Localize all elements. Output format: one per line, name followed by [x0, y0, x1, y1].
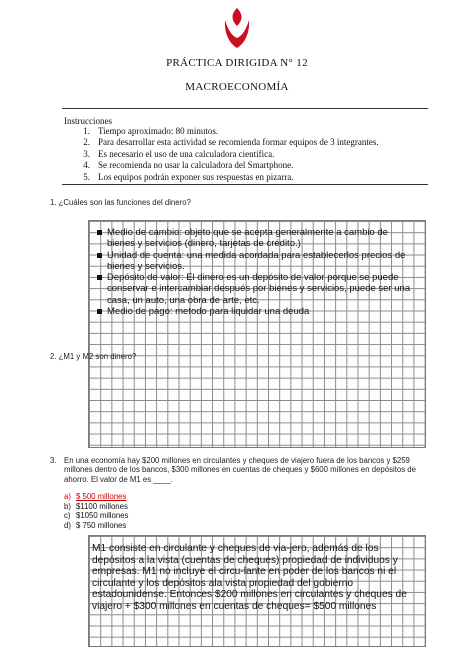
question-3-options [64, 492, 128, 530]
question-1-label: 1. ¿Cuáles son las funciones del dinero? [50, 198, 191, 207]
instructions-heading: Instrucciones [64, 116, 112, 126]
question-3-number: 3. [50, 456, 57, 465]
divider [62, 184, 428, 185]
answer-1-item: Medio de pago: metodo para liquidar una deuda [97, 306, 415, 317]
instruction-item: 3. Es necesario el uso de una calculadora científica. [83, 148, 275, 159]
instruction-item: 5. Los equipos podrán exponer sus respuestas en pizarra. [83, 171, 294, 182]
answer-1-item: Unidad de cuenta: una medida acordada para establecerlos precios de bienes y servicios. [97, 250, 415, 273]
page-subtitle: MACROECONOMÍA [185, 81, 289, 93]
answer-1-text [97, 227, 415, 317]
answer-1-item: Depósito de valor: El dinero es un depósito de valor porque se puede conservar e intercambiar después por bienes y servicios, puede ser una casa, un auto, una obra de arte, etc. [97, 272, 415, 306]
question-2-label: 2. ¿M1 y M2 son dinero? [50, 352, 137, 361]
university-logo-icon [222, 6, 252, 50]
option-d[interactable]: d) $ 750 millones [64, 520, 127, 530]
instruction-item: 4. Se recomienda no usar la calculadora del Smartphone. [83, 160, 294, 171]
question-3-text: En una economía hay $200 millones en circulantes y cheques de viajero fuera de los bancos y $259 millones dentro de los bancos, $300 millones en cuentas de cheques y $600 millones en depósitos de ahorro. El valor de M1 es ____. [64, 456, 416, 484]
option-b[interactable]: b) $1100 millones [64, 501, 128, 511]
option-a-selected[interactable]: a) $ 500 millones [64, 492, 127, 501]
instruction-item: 1. Tiempo aproximado: 80 minutos. [83, 126, 219, 136]
answer-3-text: M1 consiste en circulante y cheques de via-jero, además de los depósitos a la vista (cuentas de cheques) propiedad de individuos y empresas. M1 no incluye el circu-lante en poder de los bancos ni el circulante y los depósitos ala vista propiedad del gobierno estadounidense. Entonces $200 millones en circulantes y cheques de viajero + $300 millones en cuentas de cheques= $500 millones [92, 543, 407, 612]
option-c[interactable]: c) $1050 millones [64, 511, 129, 521]
answer-1-item: Medio de cambio: objeto que se acepta generalmente a cambio de bienes y servicios (dinero, tarjetas de crédito.) [97, 227, 415, 250]
page-title: PRÁCTICA DIRIGIDA N° 12 [166, 57, 308, 69]
instructions-list [64, 126, 379, 183]
divider [62, 108, 428, 109]
instruction-item: 2. Para desarrollar esta actividad se recomienda formar equipos de 3 integrantes. [83, 137, 379, 148]
